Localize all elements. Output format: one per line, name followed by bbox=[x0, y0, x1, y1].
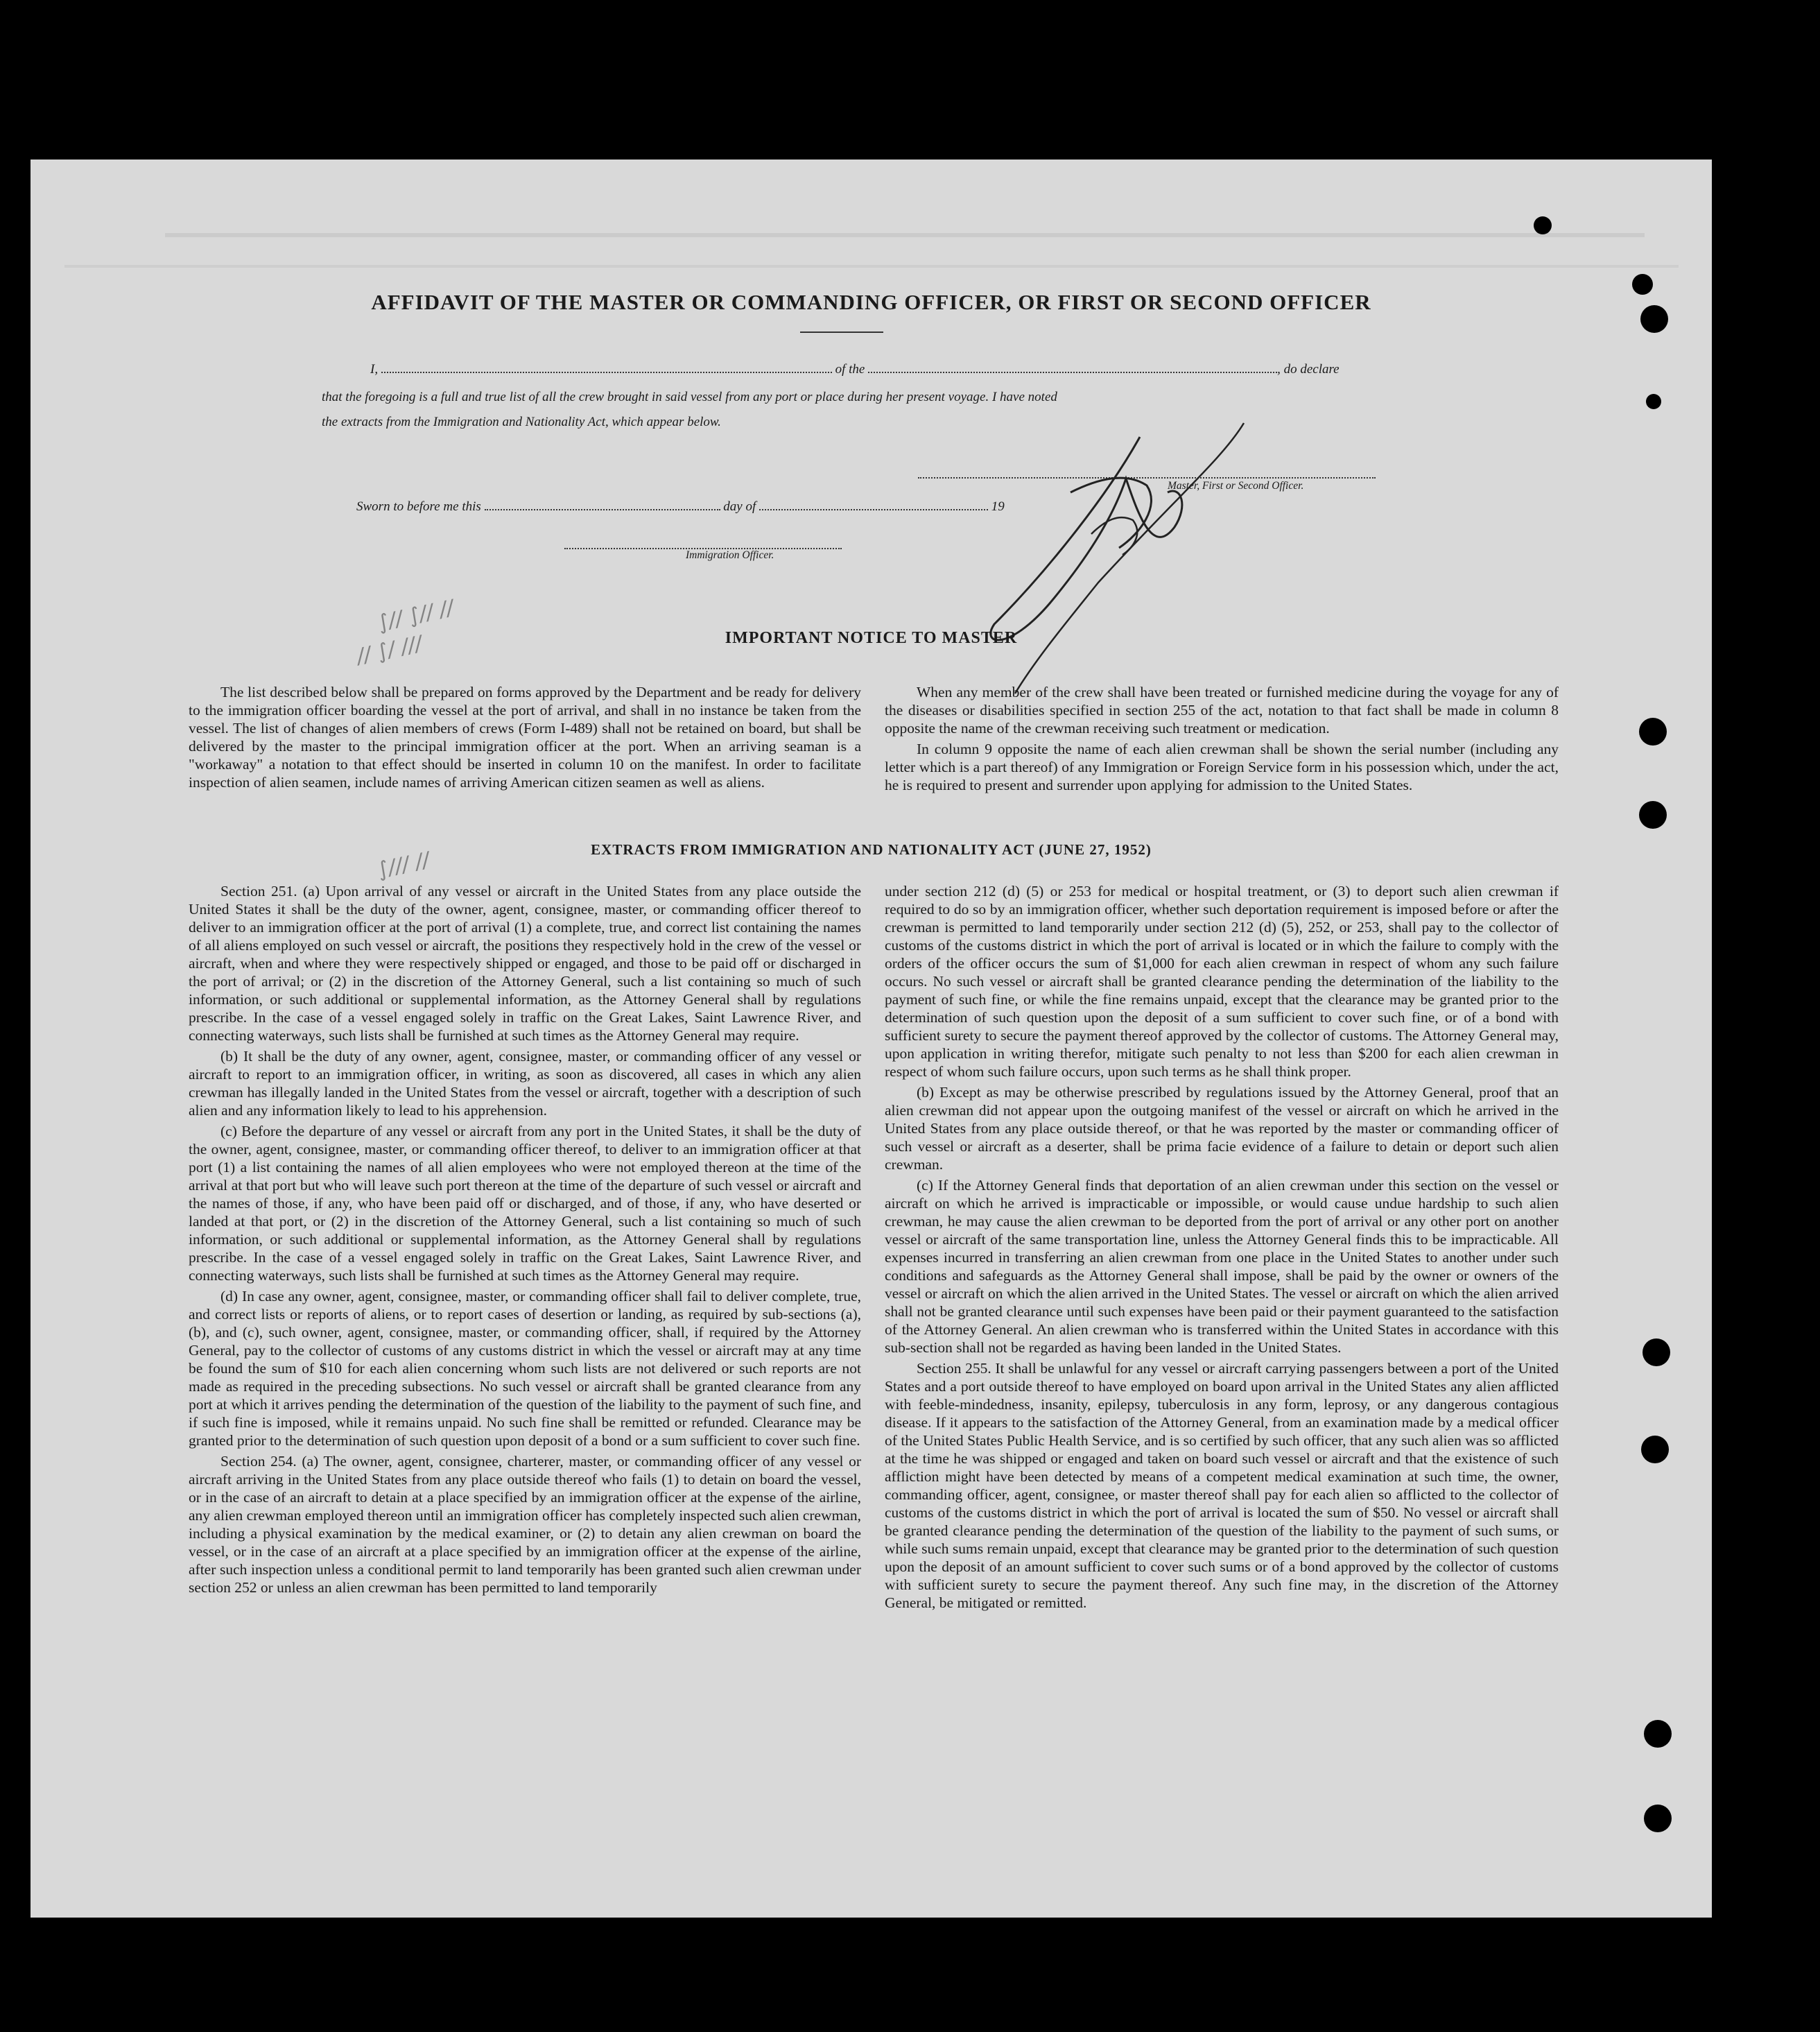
section-251-b: (b) It shall be the duty of any owner, agent, consignee, master, or commanding officer of any vessel or aircraft to report to an immigration officer, in writing, as soon as discovered, all cases in which any alien crewman has illegally landed in the United States from the vessel or aircraft, together with a description of such alien and any information likely to lead to his apprehension. bbox=[189, 1048, 861, 1119]
declaration-do-declare: , do declare bbox=[1277, 362, 1340, 377]
bleed-through-texture bbox=[31, 201, 1712, 268]
notice-left-column bbox=[189, 683, 861, 794]
notice-left-paragraph: The list described below shall be prepared on forms approved by the Department and be ready for delivery to the immigration officer boarding the vessel at the port of arrival, and shall in no instance be taken from the vessel. The list of changes of alien members of crews (Form I-489) shall not be retained on board, but shall be delivered by the master to the principal immigration officer at the port. When an arriving seaman is a "workaway" a notation to that effect should be inserted in column 10 on the manifest. In order to facilitate inspection of alien seamen, include names of arriving American citizen seamen as well as aliens. bbox=[189, 684, 861, 791]
document-page bbox=[31, 160, 1712, 1918]
section-254-c: (c) If the Attorney General finds that deportation of an alien crewman under this section on the vessel or aircraft on which he arrived is impracticable or impossible, or would cause undue hardship to such alien crewman, he may cause the alien crewman to be deported from the port of arrival or any other port on another vessel or aircraft of the same transportation line, unless the Attorney General finds this to be impracticable. All expenses incurred in transferring an alien crewman from one place in the United States to another under such conditions and safeguards as the Attorney General shall impose, shall be paid by the owner or owners of the vessel or aircraft on which the alien arrived in the United States. The vessel or aircraft on which the alien arrived shall not be granted clearance until such expenses have been paid or their payment guaranteed to the satisfaction of the Attorney General. An alien crewman who is transferred within the United States in accordance with this sub-section shall not be regarded as having been landed in the United States. bbox=[885, 1177, 1559, 1356]
handwritten-annotations: ∫∕∕ ∫∕∕ ∕∕ bbox=[375, 595, 456, 636]
sworn-label: Sworn to before me this bbox=[356, 499, 481, 514]
sworn-day-of: day of bbox=[723, 499, 756, 514]
master-name-field bbox=[381, 356, 832, 373]
extracts-title: EXTRACTS FROM IMMIGRATION AND NATIONALITY ACT (JUNE 27, 1952) bbox=[591, 841, 1152, 858]
punch-hole bbox=[1641, 1436, 1669, 1463]
punch-hole bbox=[1639, 801, 1667, 829]
section-251-d: (d) In case any owner, agent, consignee, master, or commanding officer shall fail to deliver complete, true, and correct lists or reports of aliens, or to report cases of desertion or landing, as required by sub-sections (a), (b), and (c), such owner, agent, consignee, master, or commanding officer, shall, if required by the Attorney General, pay to the collector of customs of any customs district in which the vessel or aircraft may at any time be found the sum of $10 for each alien concerning whom such lists are not delivered or such reports are not made as required in the preceding subsections. No such vessel or aircraft shall be granted clearance from any port at which it arrives pending the determination of the question of the liability to the payment of such fine, and if such fine is imposed, while it remains unpaid. No such fine shall be remitted or refunded. Clearance may be granted prior to the determination of such question upon deposit of a bond or a sum sufficient to cover such fine. bbox=[189, 1288, 861, 1449]
section-255: Section 255. It shall be unlawful for any vessel or aircraft carrying passengers between a port of the United States and a port outside thereof to have employed on board upon arrival in the United States any alien afflicted with feeble-mindedness, insanity, epilepsy, tuberculosis in any form, leprosy, or any dangerous contagious disease. If it appears to the satisfaction of the Attorney General, from an examination made by a medical officer of the United States Public Health Service, and is so certified by such officer, that any such alien was so afflicted at the time he was shipped or engaged and taken on board such vessel or aircraft and that the existence of such affliction might have been detected by means of a competent medical examination at such time, the owner, commanding officer, agent, consignee, or master thereof shall pay for each alien so afflicted to the collector of customs of the customs district in which the port of arrival is located the sum of $50. No vessel or aircraft shall be granted clearance pending the determination of the question of the liability to the payment of such sums, or while such sums remain unpaid, except that clearance may be granted prior to the determination of such question upon the deposit of an amount sufficient to cover such sums or of a bond approved by the collector of customs with sufficient surety to secure the payment thereof. Any such fine may, in the discretion of the Attorney General, be mitigated or remitted. bbox=[885, 1360, 1559, 1611]
sworn-month-field bbox=[759, 494, 988, 510]
punch-hole bbox=[1643, 1338, 1670, 1366]
declaration-line-2: that the foregoing is a full and true list of all the crew brought in said vessel from any port or place during her present voyage. I have noted bbox=[322, 390, 1057, 404]
notice-title: IMPORTANT NOTICE TO MASTER bbox=[725, 629, 1018, 647]
punch-hole bbox=[1646, 394, 1661, 409]
notice-right-column bbox=[885, 683, 1559, 797]
title-underline bbox=[800, 332, 883, 333]
punch-hole bbox=[1534, 216, 1552, 234]
sworn-day-field bbox=[485, 494, 720, 510]
notice-right-paragraph-2: In column 9 opposite the name of each alien crewman shall be shown the serial number (including any letter which is a part thereof) of any Immigration or Foreign Service form in his possession which, under the act, he is required to present and surrender upon applying for admission to the United States. bbox=[885, 741, 1559, 793]
declaration-line-1 bbox=[370, 355, 1424, 384]
section-254-b: (b) Except as may be otherwise prescribed by regulations issued by the Attorney General, proof that an alien crewman did not appear upon the outgoing manifest of the vessel or aircraft on which he arrived in the United States from any place outside thereof, or that he was reported by the master or commanding officer of such vessel or aircraft as a deserter, shall be prima facie evidence of a failure to detain or deport such alien crewman. bbox=[885, 1084, 1559, 1173]
handwritten-annotations: ∫∕∕∕ ∕∕ bbox=[375, 847, 432, 883]
sworn-year: 19 bbox=[991, 499, 1005, 514]
declaration-i: I, bbox=[370, 362, 379, 377]
punch-hole bbox=[1644, 1720, 1672, 1748]
section-251-c: (c) Before the departure of any vessel or aircraft from any port in the United States, it shall be the duty of the owner, agent, consignee, master, or commanding officer thereof, to deliver to an immigration officer at that port (1) a list containing the names of all alien employees who were not employed thereon at the time of the arrival at that port but who will leave such port thereon at the time of the departure of such vessel or aircraft and the names of those, if any, who have been paid off or discharged, and of those, if any, who have deserted or landed at that port, or (2) in the discretion of the Attorney General, such a list containing so much of such information, or such additional or supplemental information, as the Attorney General shall by regulations prescribe. In the case of a vessel engaged solely in traffic on the Great Lakes, Saint Lawrence River, and connecting waterways, such lists shall be furnished at such times as the Attorney General may require. bbox=[189, 1123, 861, 1284]
extracts-right-column bbox=[885, 882, 1559, 1615]
master-signature-label: Master, First or Second Officer. bbox=[1168, 480, 1304, 492]
notice-right-paragraph-1: When any member of the crew shall have been treated or furnished medicine during the voyage for any of the diseases or disabilities specified in section 255 of the act, notation to that fact shall be made in column 8 opposite the name of the crewman receiving such treatment or medication. bbox=[885, 684, 1559, 737]
affidavit-title: AFFIDAVIT OF THE MASTER OR COMMANDING OFFICER, OR FIRST OR SECOND OFFICER bbox=[371, 290, 1371, 314]
section-254-a-continued: under section 212 (d) (5) or 253 for medical or hospital treatment, or (3) to deport such alien crewman if required to do so by an immigration officer, whether such deportation requirement is imposed before or after the crewman is permitted to land temporarily under section 212 (d) (5), 252, or 253, shall pay to the collector of customs of the customs district in which the port of arrival is located or in which the failure to comply with the orders of the officer occurs the sum of $1,000 for each alien crewman in respect of whom any such failure occurs. No such vessel or aircraft shall be granted clearance pending the determination of the liability to the payment of such fine, or while the fine remains unpaid, except that the clearance may be granted prior to the determination of such question upon the deposit of a sum sufficient to cover such fine, or of a bond with sufficient surety to secure the payment thereof approved by the collector of customs. The Attorney General may, upon application in writing therefor, mitigate such penalty to not less than $200 for each alien crewman in respect of whom such failure occurs, upon such terms as he shall think proper. bbox=[885, 883, 1559, 1080]
punch-hole bbox=[1639, 718, 1667, 746]
declaration-line-3: the extracts from the Immigration and Nationality Act, which appear below. bbox=[322, 415, 721, 429]
master-signature bbox=[967, 416, 1265, 700]
punch-hole bbox=[1644, 1805, 1672, 1832]
extracts-left-column bbox=[189, 882, 861, 1599]
section-254-a: Section 254. (a) The owner, agent, consignee, charterer, master, or commanding officer of any vessel or aircraft arriving in the United States from any place outside thereof who fails (1) to detain on board the vessel, or in the case of an aircraft to detain at a place specified by an immigration officer at the expense of the airline, any alien crewman employed thereon until an immigration officer has completely inspected such alien crewman, including a physical examination by the medical examiner, or (2) to detain any alien crewman on board the vessel, or in the case of an aircraft at a place specified by an immigration officer at the expense of the airline, after such inspection unless a conditional permit to land temporarily has been granted such alien crewman under section 252 or unless an alien crewman has been permitted to land temporarily bbox=[189, 1453, 861, 1596]
immigration-officer-label: Immigration Officer. bbox=[686, 549, 774, 561]
section-251-a: Section 251. (a) Upon arrival of any vessel or aircraft in the United States from any place outside the United States it shall be the duty of the owner, agent, consignee, master, or commanding officer thereof to deliver to an immigration officer at the port of arrival (1) a complete, true, and correct list containing the names of all aliens employed on such vessel or aircraft, the positions they respectively hold in the crew of the vessel or aircraft, when and where they were respectively shipped or engaged, and those to be paid off or discharged in the port of arrival; or (2) in the discretion of the Attorney General, such a list containing so much of such information, or such additional or supplemental information, as the Attorney General shall by regulations prescribe. In the case of a vessel engaged solely in traffic on the Great Lakes, Saint Lawrence River, and connecting waterways, such lists shall be furnished at such times as the Attorney General may require. bbox=[189, 883, 861, 1044]
handwritten-annotations: ∕∕ ∫∕ ∕∕∕ bbox=[354, 631, 424, 669]
declaration-of-the: of the bbox=[835, 362, 865, 377]
vessel-name-field bbox=[868, 356, 1277, 373]
